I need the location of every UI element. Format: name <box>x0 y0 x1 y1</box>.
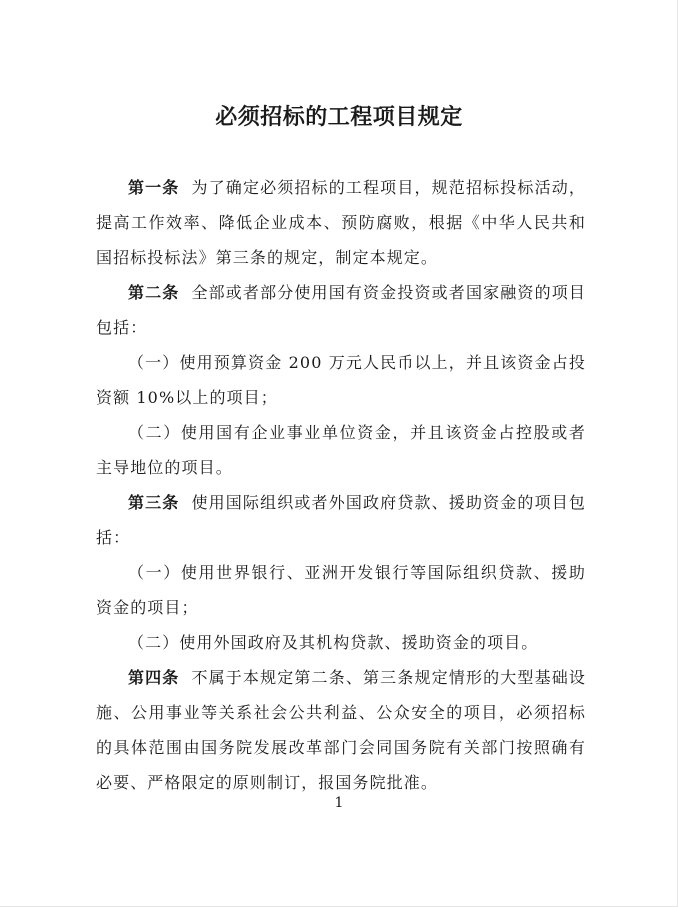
item-text: （二）使用外国政府及其机构贷款、援助资金的项目。 <box>128 633 539 652</box>
item-text: （一）使用预算资金 200 万元人民币以上，并且该资金占投资额 10%以上的项目； <box>96 353 586 407</box>
article-2-item-2 <box>96 415 586 485</box>
article-heading: 第一条 <box>128 178 180 197</box>
article-3-item-2 <box>96 625 586 660</box>
article-text: 为了确定必须招标的工程项目，规范招标投标活动，提高工作效率、降低企业成本、预防腐败，根据《中华人民共和国招标投标法》第三条的规定，制定本规定。 <box>96 178 586 267</box>
item-text: （一）使用世界银行、亚洲开发银行等国际组织贷款、援助资金的项目； <box>96 563 586 617</box>
document-title: 必须招标的工程项目规定 <box>215 104 463 130</box>
article-heading: 第三条 <box>128 493 180 512</box>
article-1 <box>96 170 586 275</box>
article-4 <box>96 660 586 800</box>
article-heading: 第二条 <box>128 283 180 302</box>
article-2 <box>96 275 586 345</box>
article-text: 全部或者部分使用国有资金投资或者国家融资的项目包括： <box>96 283 586 337</box>
article-3 <box>96 485 586 555</box>
article-3-item-1 <box>96 555 586 625</box>
page-number: 1 <box>334 795 344 811</box>
item-text: （二）使用国有企业事业单位资金，并且该资金占控股或者主导地位的项目。 <box>96 423 586 477</box>
article-2-item-1 <box>96 345 586 415</box>
article-heading: 第四条 <box>128 668 180 687</box>
document-body <box>96 170 586 800</box>
article-text: 不属于本规定第二条、第三条规定情形的大型基础设施、公用事业等关系社会公共利益、公众安全的项目，必须招标的具体范围由国务院发展改革部门会同国务院有关部门按照确有必要、严格限定的原则制订，报国务院批准。 <box>96 668 586 792</box>
article-text: 使用国际组织或者外国政府贷款、援助资金的项目包括： <box>96 493 586 547</box>
